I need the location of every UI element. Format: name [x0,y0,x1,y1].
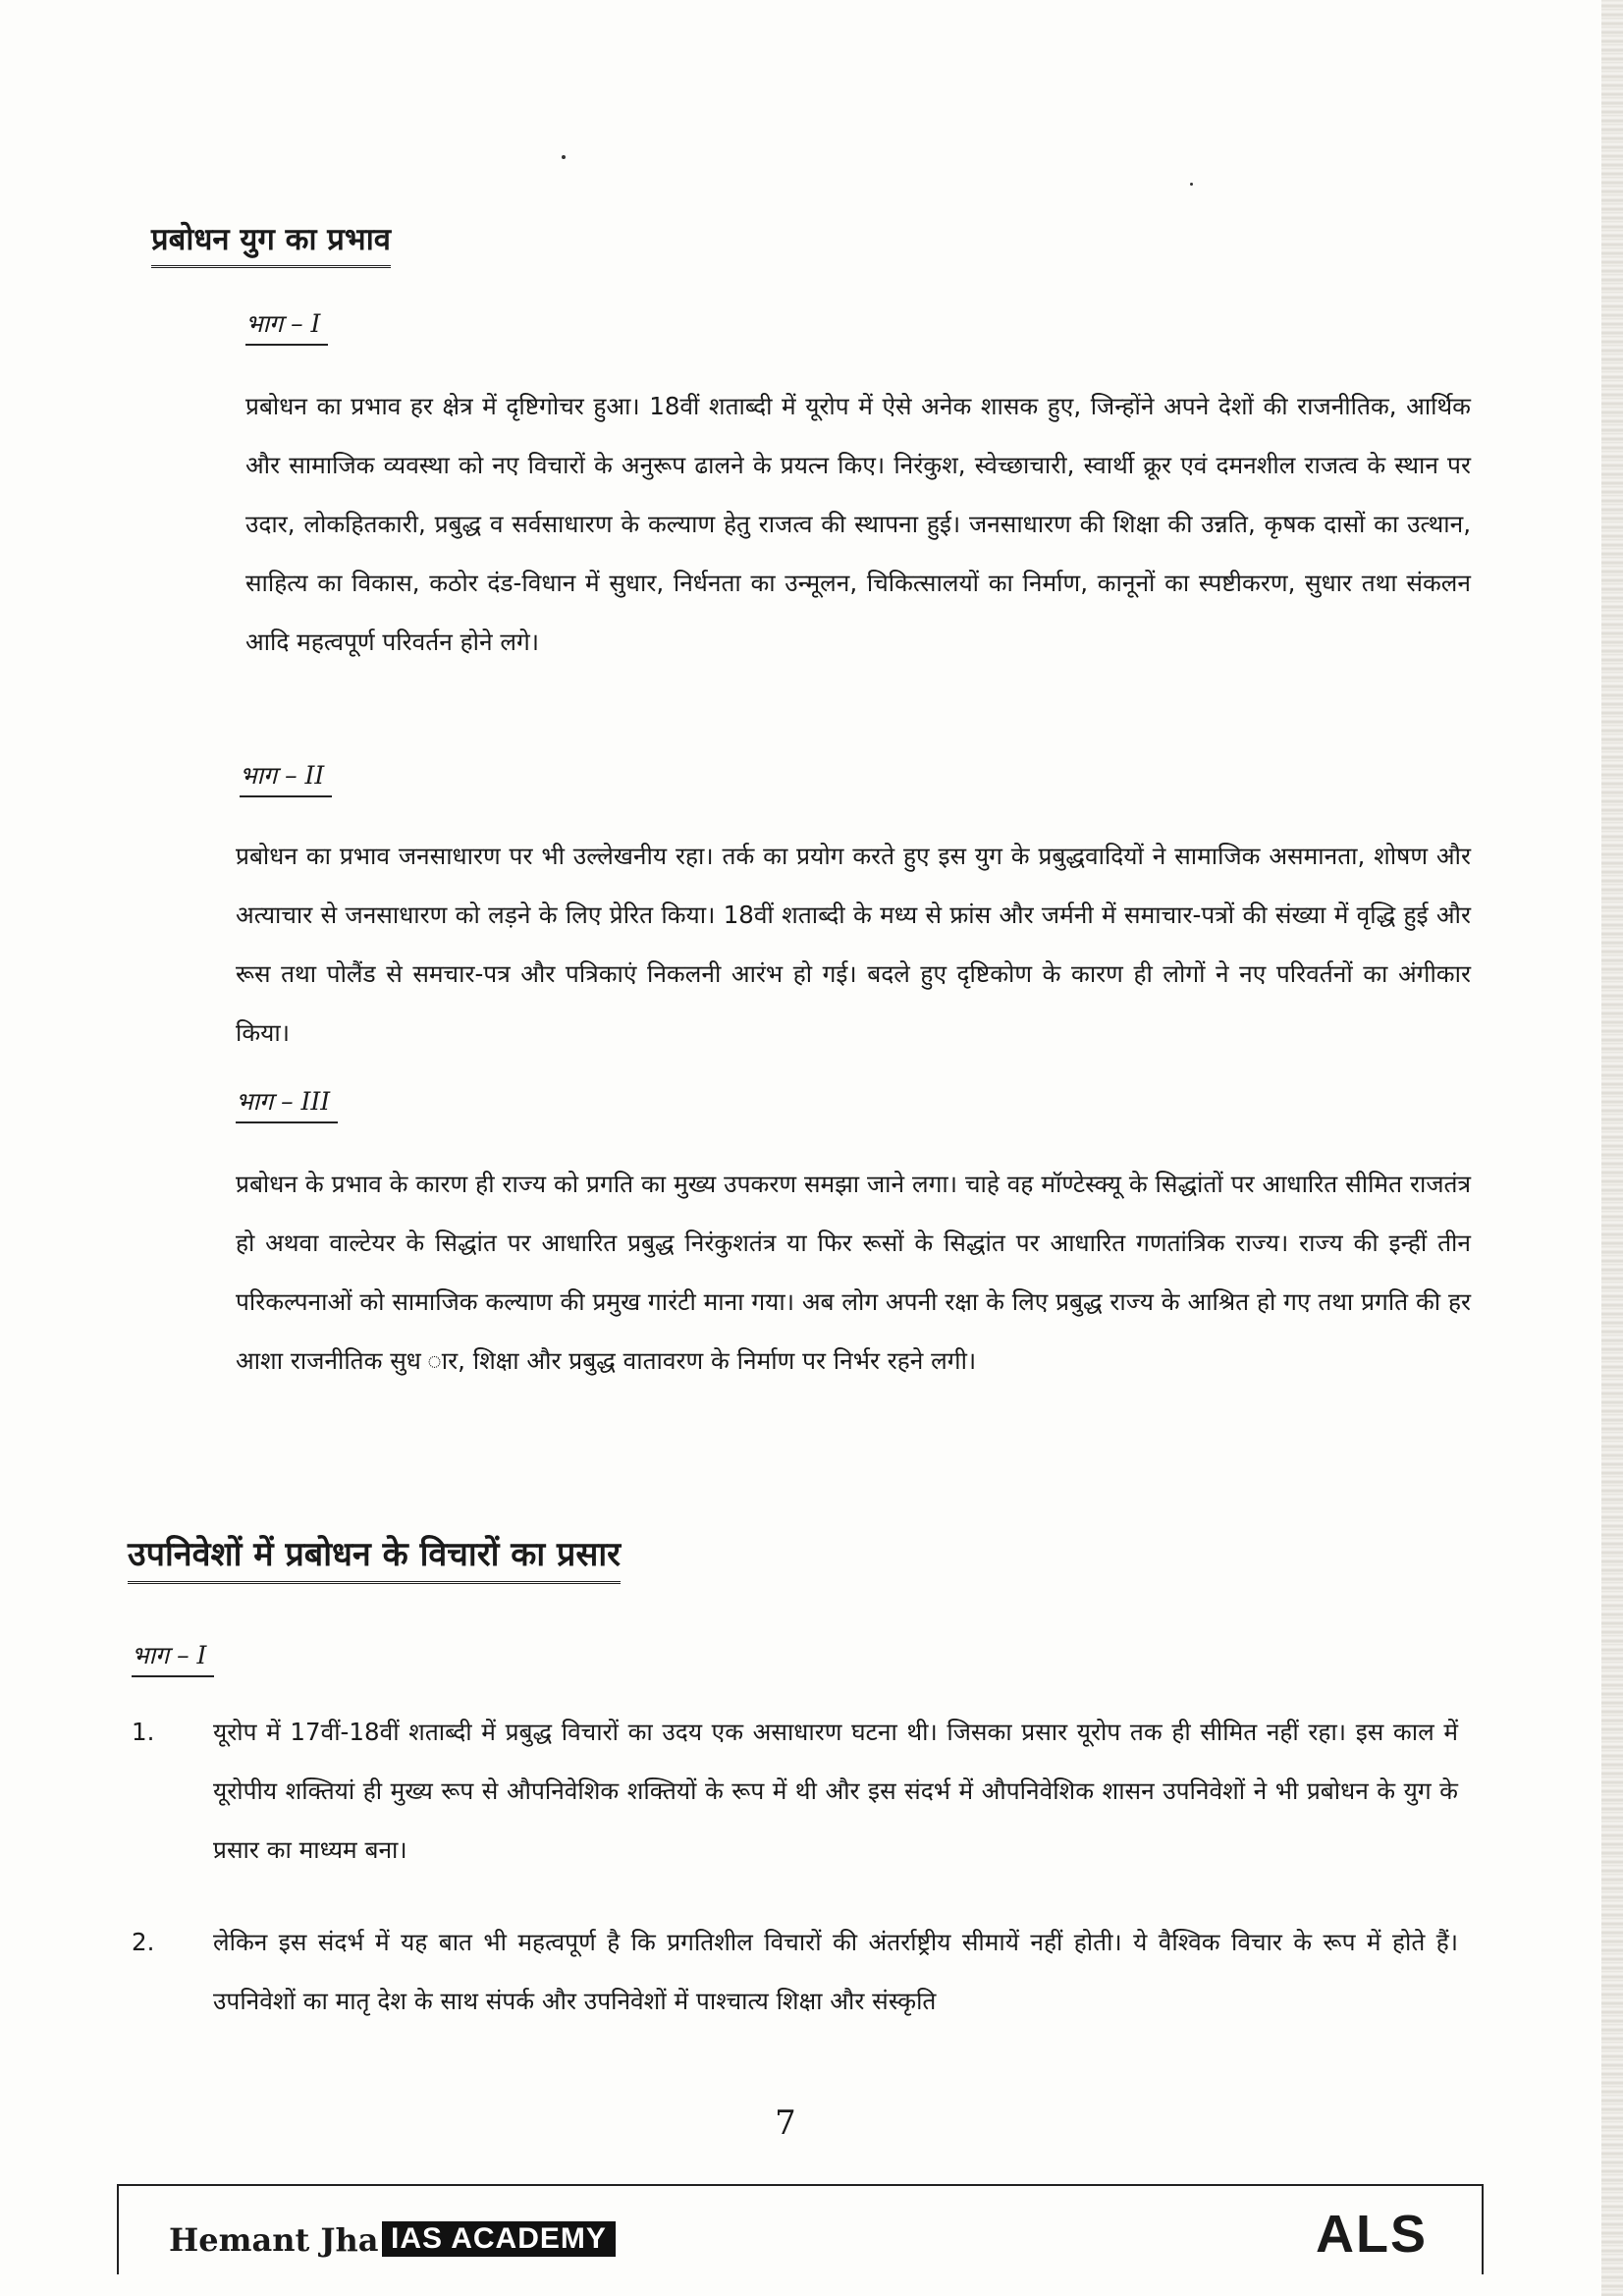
part-label-colonies-1: भाग – I [132,1638,214,1677]
list-item-text-1: यूरोप में 17वीं-18वीं शताब्दी में प्रबुद्ध विचारों का उदय एक असाधारण घटना थी। जिसका प्रसार यूरोप तक ही सीमित नहीं रहा। इस काल में यूरोपीय शक्तियां ही मुख्य रूप से औपनिवेशिक शक्तियों के रूप में थी और इस संदर्भ में औपनिवेशिक शासन उपनिवेशों ने भी प्रबोधन के युग के प्रसार का माध्यम बना। [213,1718,1458,1864]
scan-speck [562,155,566,159]
part-label-2: भाग – II [240,758,332,797]
footer-brand-name: Hemant Jha [169,2221,379,2259]
part-label-1: भाग – I [245,306,328,346]
list-number-1: 1. [132,1718,155,1746]
paragraph-part-1: प्रबोधन का प्रभाव हर क्षेत्र में दृष्टिगोचर हुआ। 18वीं शताब्दी में यूरोप में ऐसे अनेक शासक हुए, जिन्होंने अपने देशों की राजनीतिक, आर्थिक और सामाजिक व्यवस्था को नए विचारों के अनुरूप ढालने के प्रयत्न किए। निरंकुश, स्वेच्छाचारी, स्वार्थी क्रूर एवं दमनशील राजत्व के स्थान पर उदार, लोकहितकारी, प्रबुद्ध व सर्वसाधारण के कल्याण हेतु राजत्व की स्थापना हुई। जनसाधारण की शिक्षा की उन्नति, कृषक दासों का उत्थान, साहित्य का विकास, कठोर दंड-विधान में सुधार, निर्धनता का उन्मूलन, चिकित्सालयों का निर्माण, कानूनों का स्पष्टीकरण, सुधार तथा संकलन आदि महत्वपूर्ण परिवर्तन होने लगे। [245,392,1471,656]
page-number: 7 [775,2104,796,2143]
footer-brand-tag: IAS ACADEMY [382,2221,616,2257]
scan-speck [1190,183,1193,186]
part-label-3: भाग – III [236,1084,338,1123]
footer-logo: ALS [1316,2205,1428,2264]
section-heading-enlightenment-impact: प्रबोधन युग का प्रभाव [151,218,391,268]
section-heading-colonies: उपनिवेशों में प्रबोधन के विचारों का प्रसार [128,1530,621,1584]
scanned-page-edge [1601,0,1623,2296]
list-item-text-2: लेकिन इस संदर्भ में यह बात भी महत्वपूर्ण है कि प्रगतिशील विचारों की अंतर्राष्ट्रीय सीमायें नहीं होती। ये वैश्विक विचार के रूप में होते हैं। उपनिवेशों का मातृ देश के साथ संपर्क और उपनिवेशों में पाश्चात्य शिक्षा और संस्कृति [213,1928,1458,2015]
paragraph-part-2: प्रबोधन का प्रभाव जनसाधारण पर भी उल्लेखनीय रहा। तर्क का प्रयोग करते हुए इस युग के प्रबुद्धवादियों ने सामाजिक असमानता, शोषण और अत्याचार से जनसाधारण को लड़ने के लिए प्रेरित किया। 18वीं शताब्दी के मध्य से फ्रांस और जर्मनी में समाचार-पत्रों की संख्या में वृद्धि हुई और रूस तथा पोलैंड से समचार-पत्र और पत्रिकाएं निकलनी आरंभ हो गई। बदले हुए दृष्टिकोण के कारण ही लोगों ने नए परिवर्तनों का अंगीकार किया। [236,842,1471,1047]
paragraph-part-3: प्रबोधन के प्रभाव के कारण ही राज्य को प्रगति का मुख्य उपकरण समझा जाने लगा। चाहे वह मॉण्टेस्क्यू के सिद्धांतों पर आधारित सीमित राजतंत्र हो अथवा वाल्टेयर के सिद्धांत पर आधारित प्रबुद्ध निरंकुशतंत्र या फिर रूसों के सिद्धांत पर आधारित गणतांत्रिक राज्य। राज्य की इन्हीं तीन परिकल्पनाओं को सामाजिक कल्याण की प्रमुख गारंटी माना गया। अब लोग अपनी रक्षा के लिए प्रबुद्ध राज्य के आश्रित हो गए तथा प्रगति की हर आशा राजनीतिक सुध ार, शिक्षा और प्रबुद्ध वातावरण के निर्माण पर निर्भर रहने लगी। [236,1170,1471,1375]
list-number-2: 2. [132,1928,155,1956]
